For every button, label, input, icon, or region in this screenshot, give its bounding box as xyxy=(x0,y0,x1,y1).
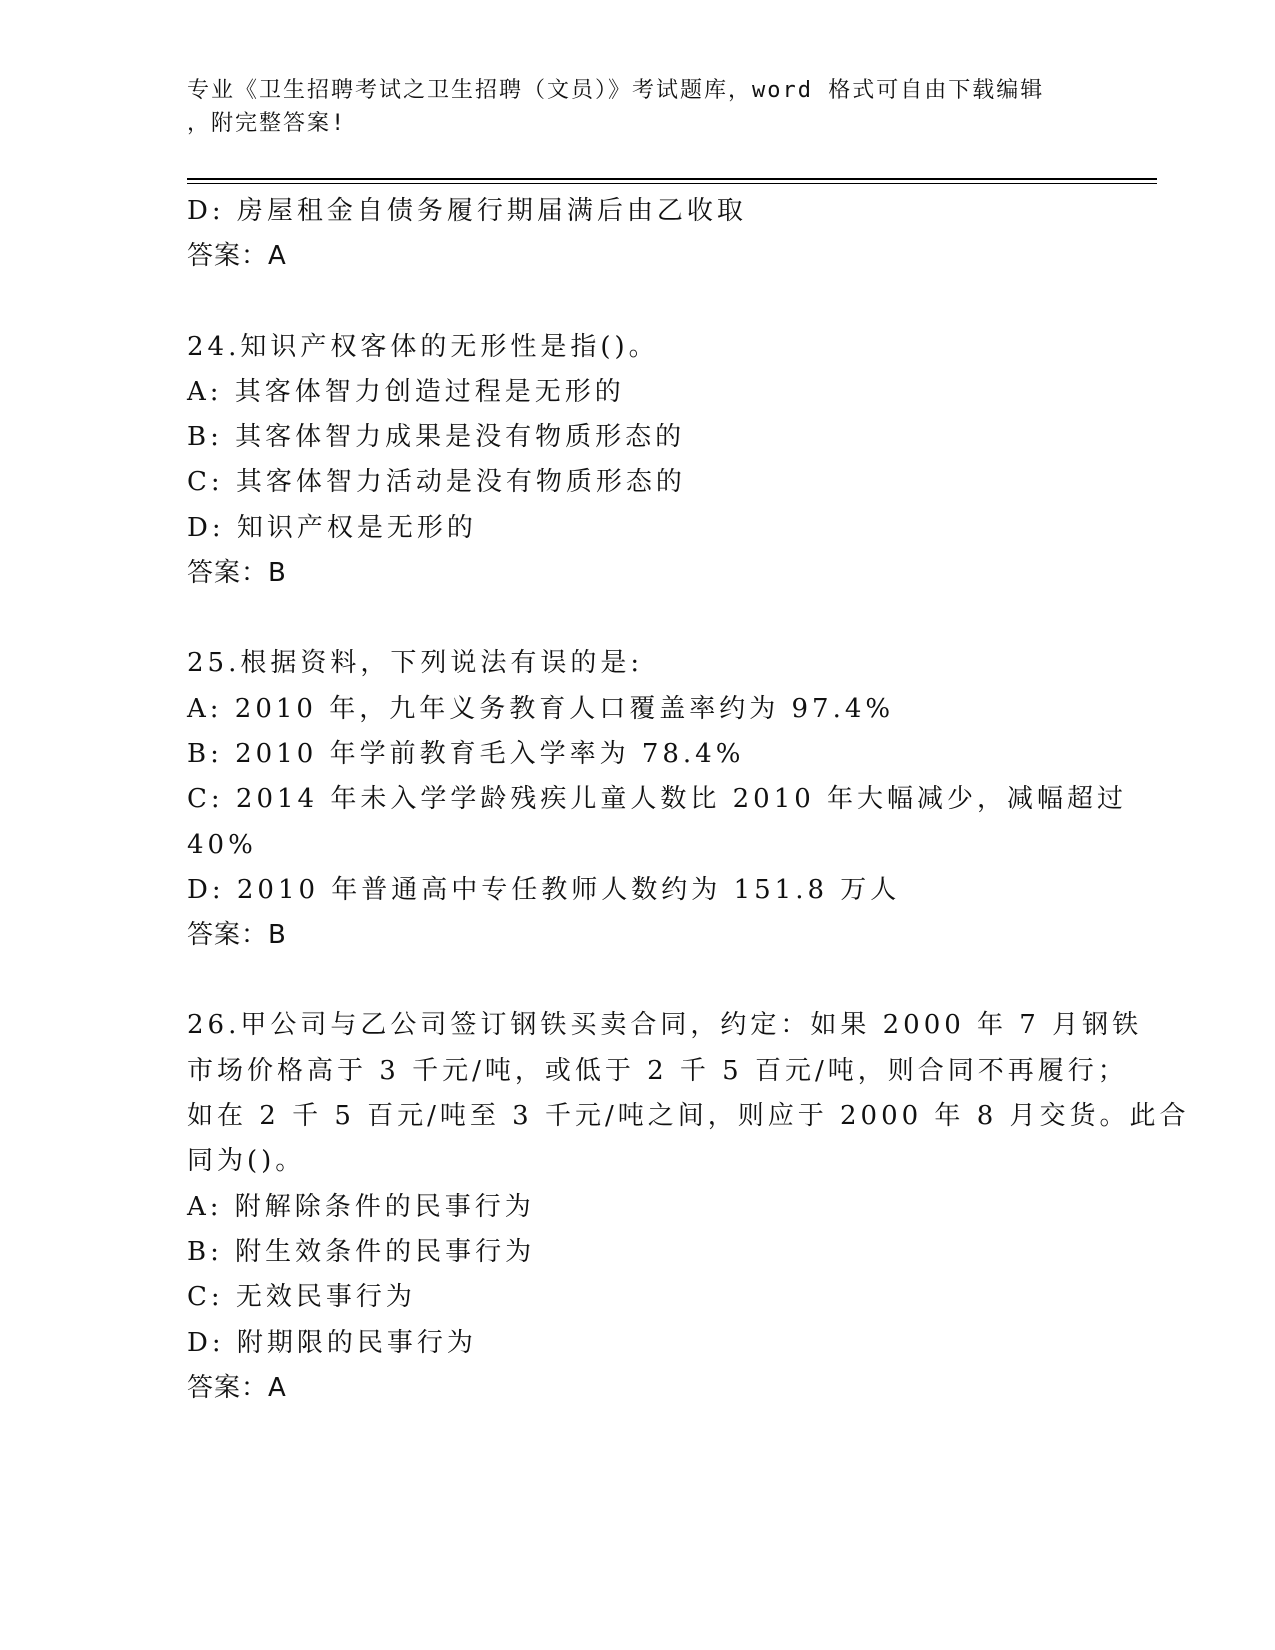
header-rule-thin xyxy=(187,183,1157,184)
spacer xyxy=(187,280,1087,325)
question-25 xyxy=(187,641,1128,958)
q25-option-b: B: 2010 年学前教育毛入学率为 78.4% xyxy=(187,738,745,769)
question-23-tail xyxy=(187,189,1087,280)
q26-stem-line-4: 同为()。 xyxy=(187,1146,306,1177)
q26-option-b: B: 附生效条件的民事行为 xyxy=(187,1236,536,1267)
q24-option-b: B: 其客体智力成果是没有物质形态的 xyxy=(187,422,686,453)
question-content xyxy=(187,189,1190,1411)
q26-option-a: A: 附解除条件的民事行为 xyxy=(187,1191,535,1222)
spacer xyxy=(187,958,1087,1003)
question-26 xyxy=(187,1003,1190,1411)
q24-option-d: D: 知识产权是无形的 xyxy=(187,512,477,543)
q23-answer: 答案：A xyxy=(187,241,287,272)
q24-option-a: A: 其客体智力创造过程是无形的 xyxy=(187,376,625,407)
header-rule-thick xyxy=(187,178,1157,180)
q26-answer: 答案：A xyxy=(187,1372,287,1403)
q25-option-a: A: 2010 年，九年义务教育人口覆盖率约为 97.4% xyxy=(187,693,895,724)
header-line-2: ，附完整答案! xyxy=(187,111,347,136)
q25-option-c-line-1: C: 2014 年未入学学龄残疾儿童人数比 2010 年大幅减少，减幅超过 xyxy=(187,784,1128,815)
q23-option-d: D: 房屋租金自债务履行期届满后由乙收取 xyxy=(187,196,747,226)
q25-stem: 25.根据资料，下列说法有误的是: xyxy=(187,648,644,679)
q25-answer: 答案：B xyxy=(187,920,287,951)
q26-stem-line-1: 26.甲公司与乙公司签订钢铁买卖合同，约定：如果 2000 年 7 月钢铁 xyxy=(187,1010,1143,1041)
q25-option-c-line-2: 40% xyxy=(187,829,257,860)
q24-option-c: C: 其客体智力活动是没有物质形态的 xyxy=(187,467,686,498)
spacer xyxy=(187,596,1087,641)
header-line-1: 专业《卫生招聘考试之卫生招聘（文员）》考试题库，word 格式可自由下载编辑 xyxy=(187,78,1045,103)
q25-option-d: D: 2010 年普通高中专任教师人数约为 151.8 万人 xyxy=(187,874,901,905)
q24-answer: 答案：B xyxy=(187,558,287,589)
q26-stem-line-2: 市场价格高于 3 千元/吨，或低于 2 千 5 百元/吨，则合同不再履行； xyxy=(187,1055,1128,1086)
q26-option-d: D: 附期限的民事行为 xyxy=(187,1327,477,1358)
q26-stem-line-3: 如在 2 千 5 百元/吨至 3 千元/吨之间，则应于 2000 年 8 月交货。此合 xyxy=(187,1101,1190,1132)
question-24 xyxy=(187,325,1087,597)
q26-option-c: C: 无效民事行为 xyxy=(187,1282,416,1313)
q24-stem: 24.知识产权客体的无形性是指()。 xyxy=(187,331,659,362)
document-header xyxy=(187,74,1087,140)
